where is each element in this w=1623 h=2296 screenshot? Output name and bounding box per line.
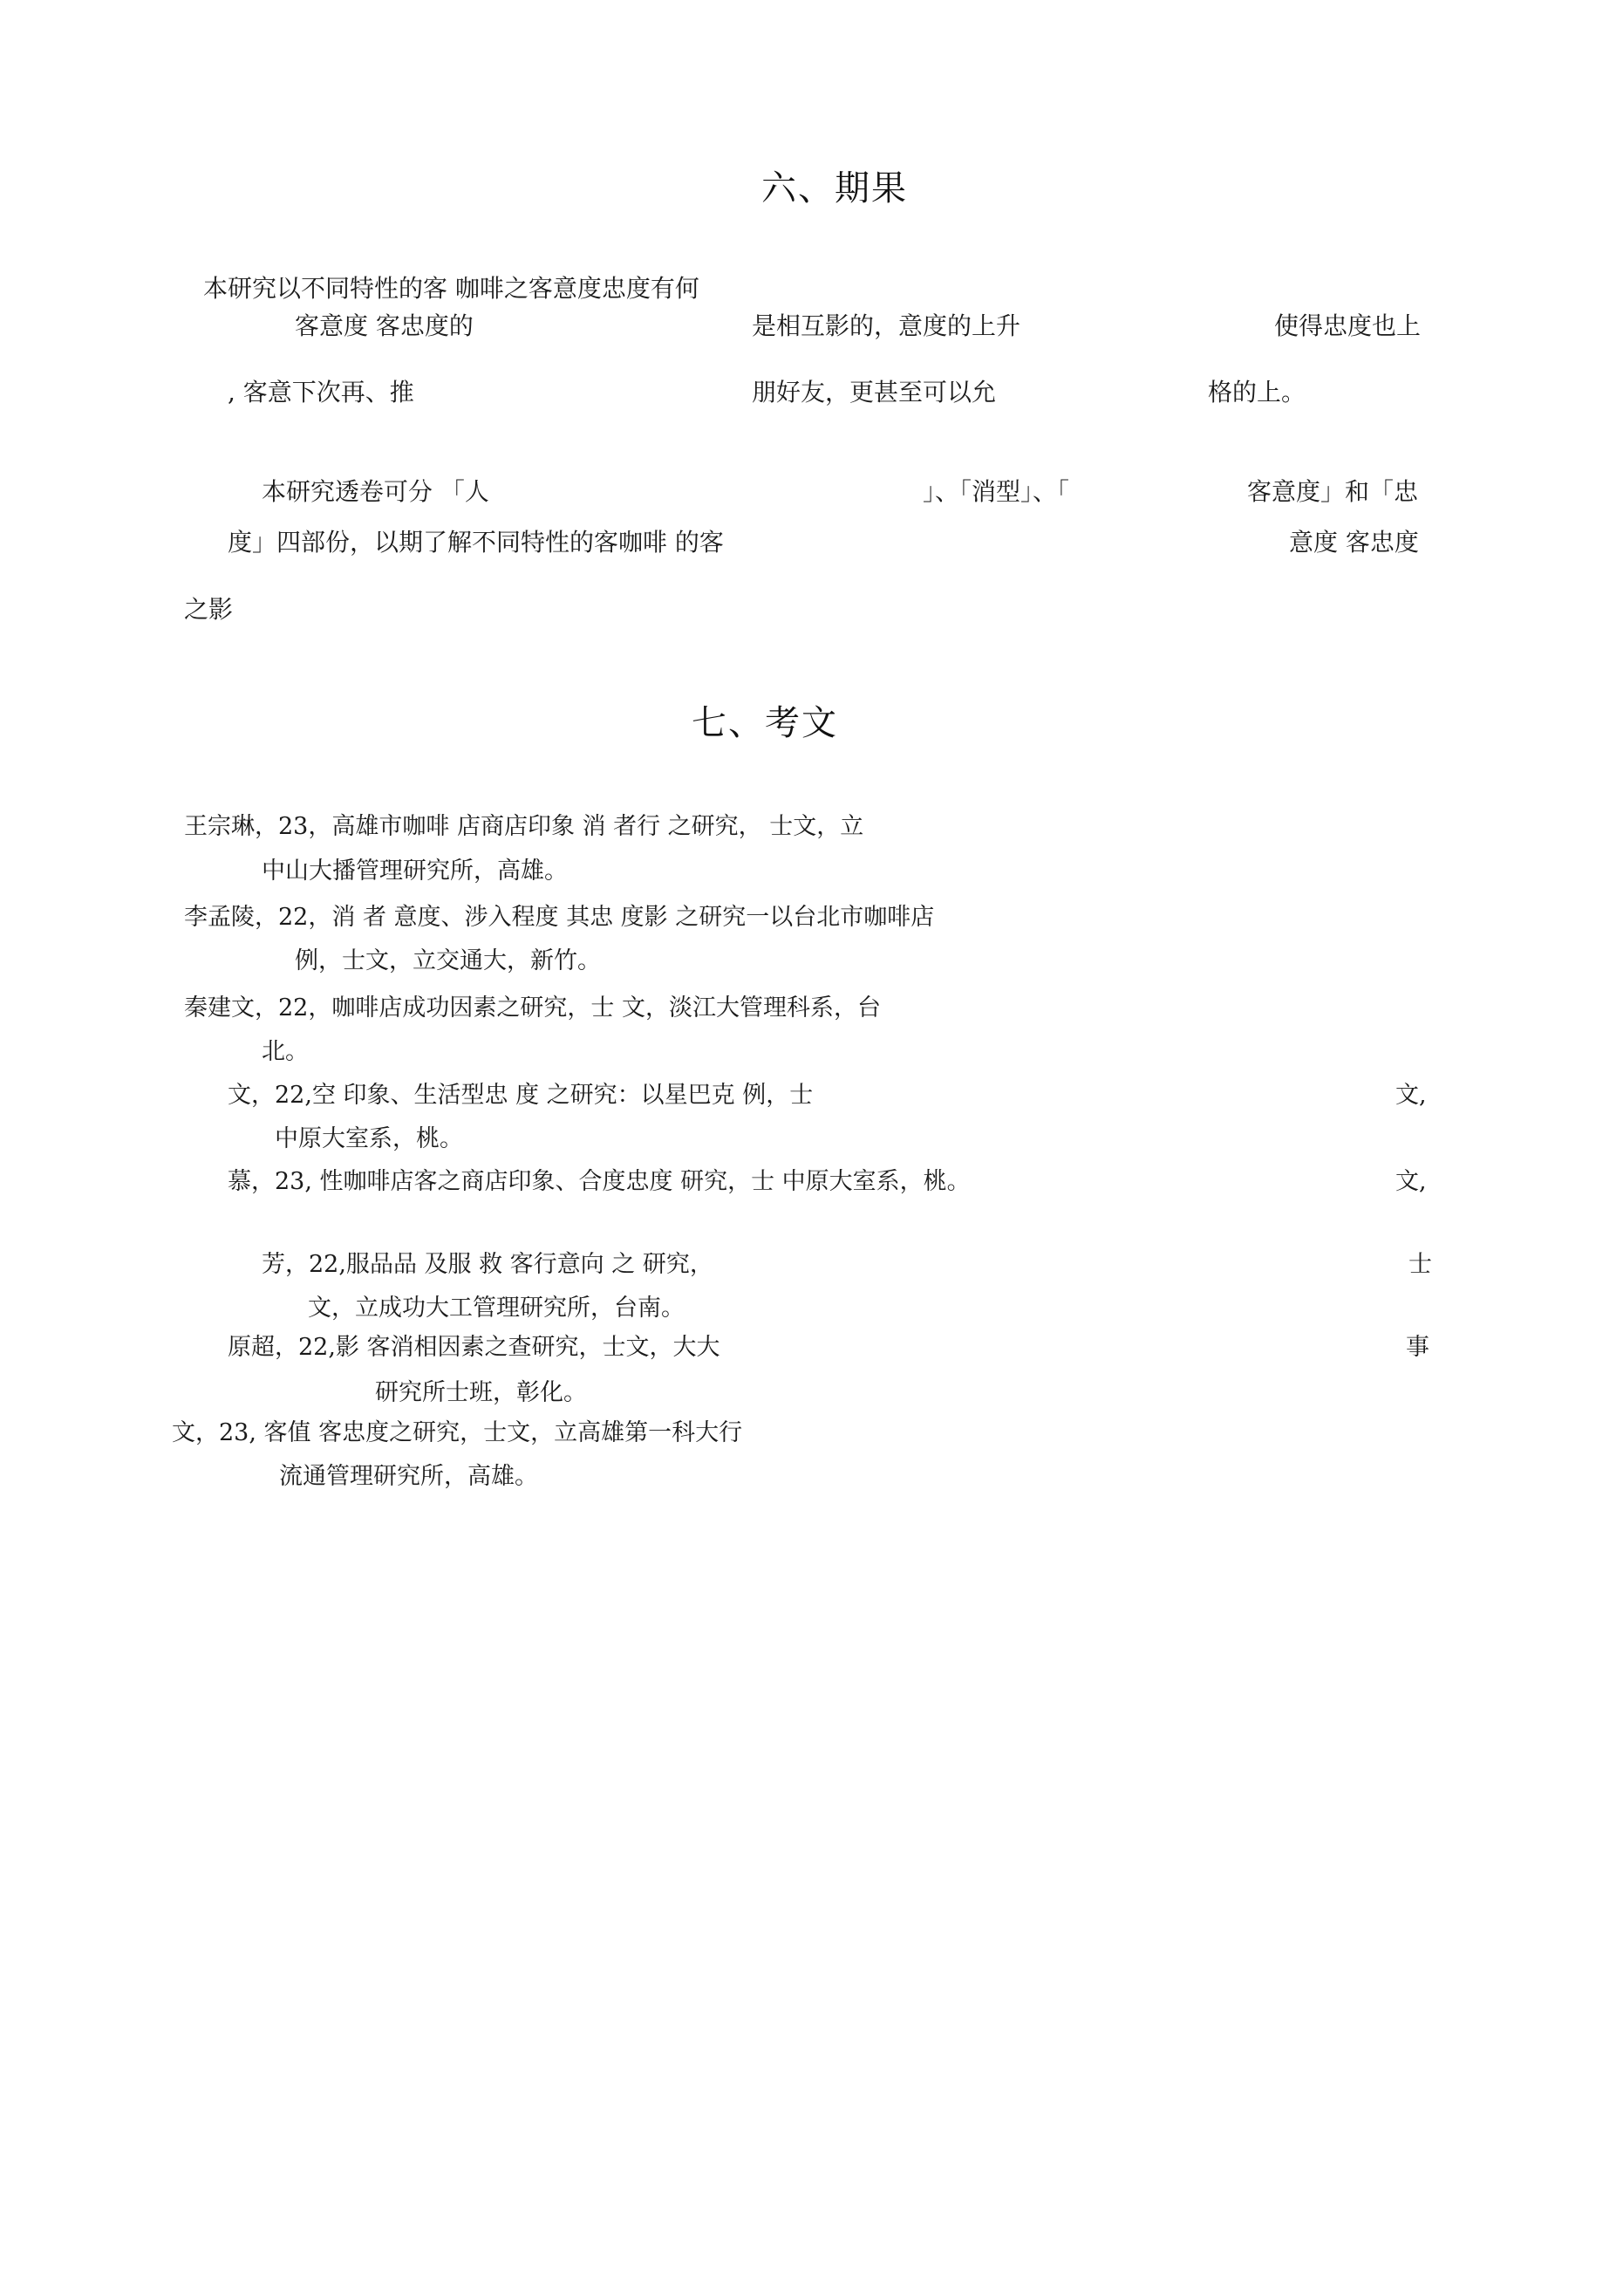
reference-6-line2: 文，立成功大工管理研究所，台南。 xyxy=(308,1295,685,1322)
para1-line2-middle: 是相互影的，意度的上升 xyxy=(752,311,1021,340)
reference-6-right: 士 xyxy=(1408,1251,1432,1278)
para1-line2-left: 客意度 客忠度的 xyxy=(295,311,474,340)
para1-line1: 本研究以不同特性的客 咖啡之客意度忠度有何 xyxy=(203,274,699,303)
reference-2-line1: 李孟陵，22，消 者 意度、涉入程度 其忠 度影 之研究一以台北市咖啡店 xyxy=(184,904,935,931)
para1-line3-right: 格的上。 xyxy=(1208,378,1306,407)
reference-1-line2: 中山大播管理研究所，高雄。 xyxy=(262,858,568,885)
para2-line1-left: 本研究透卷可分 「人 xyxy=(262,477,489,506)
reference-3-line1: 秦建文，22，咖啡店成功因素之研究，士 文，淡江大管理科系，台 xyxy=(184,994,881,1022)
reference-2-line2: 例，士文，立交通大，新竹。 xyxy=(295,947,601,974)
para1-line3-left: , 客意下次再、推 xyxy=(228,378,414,407)
reference-6-line1: 芳，22,服品品 及服 救 客行意向 之 研究， xyxy=(262,1251,713,1278)
reference-5-right: 文, xyxy=(1395,1168,1427,1195)
reference-3-line2: 北。 xyxy=(262,1038,309,1065)
para1-line2-right: 使得忠度也上 xyxy=(1274,311,1422,340)
reference-1-line1: 王宗琳，23，高雄市咖啡 店商店印象 消 者行 之研究， 士文，立 xyxy=(184,813,864,840)
reference-7-line1: 原超，22,影 客消相因素之查研究，士文，大大 xyxy=(228,1334,720,1361)
reference-7-right: 事 xyxy=(1406,1334,1429,1361)
para1-line3-middle: 朋好友，更甚至可以允 xyxy=(752,378,997,407)
section-heading-expected-results: 六、期果 xyxy=(761,168,908,208)
reference-7-line2: 研究所士班，彰化。 xyxy=(375,1379,587,1406)
section-heading-references: 七、考文 xyxy=(692,703,838,743)
reference-8-line1: 文，23, 客值 客忠度之研究，士文，立高雄第一科大行 xyxy=(172,1419,743,1446)
para2-line1-right: 客意度」和「忠 xyxy=(1247,477,1419,506)
para2-line3: 之影 xyxy=(184,595,234,624)
reference-4-line1: 文，22,空 印象、生活型忠 度 之研究：以星巴克 例，士 xyxy=(228,1082,814,1109)
reference-8-line2: 流通管理研究所，高雄。 xyxy=(279,1463,538,1490)
para2-line1-middle: 」、「消型」、「 xyxy=(923,477,1070,506)
reference-5-line1: 慕，23, 性咖啡店客之商店印象、合度忠度 研究，士 中原大室系，桃。 xyxy=(228,1168,971,1195)
reference-4-line2: 中原大室系，桃。 xyxy=(275,1125,463,1152)
para2-line2-left: 度」四部份，以期了解不同特性的客咖啡 的客 xyxy=(228,528,724,557)
para2-line2-right: 意度 客忠度 xyxy=(1289,528,1419,557)
reference-4-right: 文, xyxy=(1395,1082,1427,1109)
